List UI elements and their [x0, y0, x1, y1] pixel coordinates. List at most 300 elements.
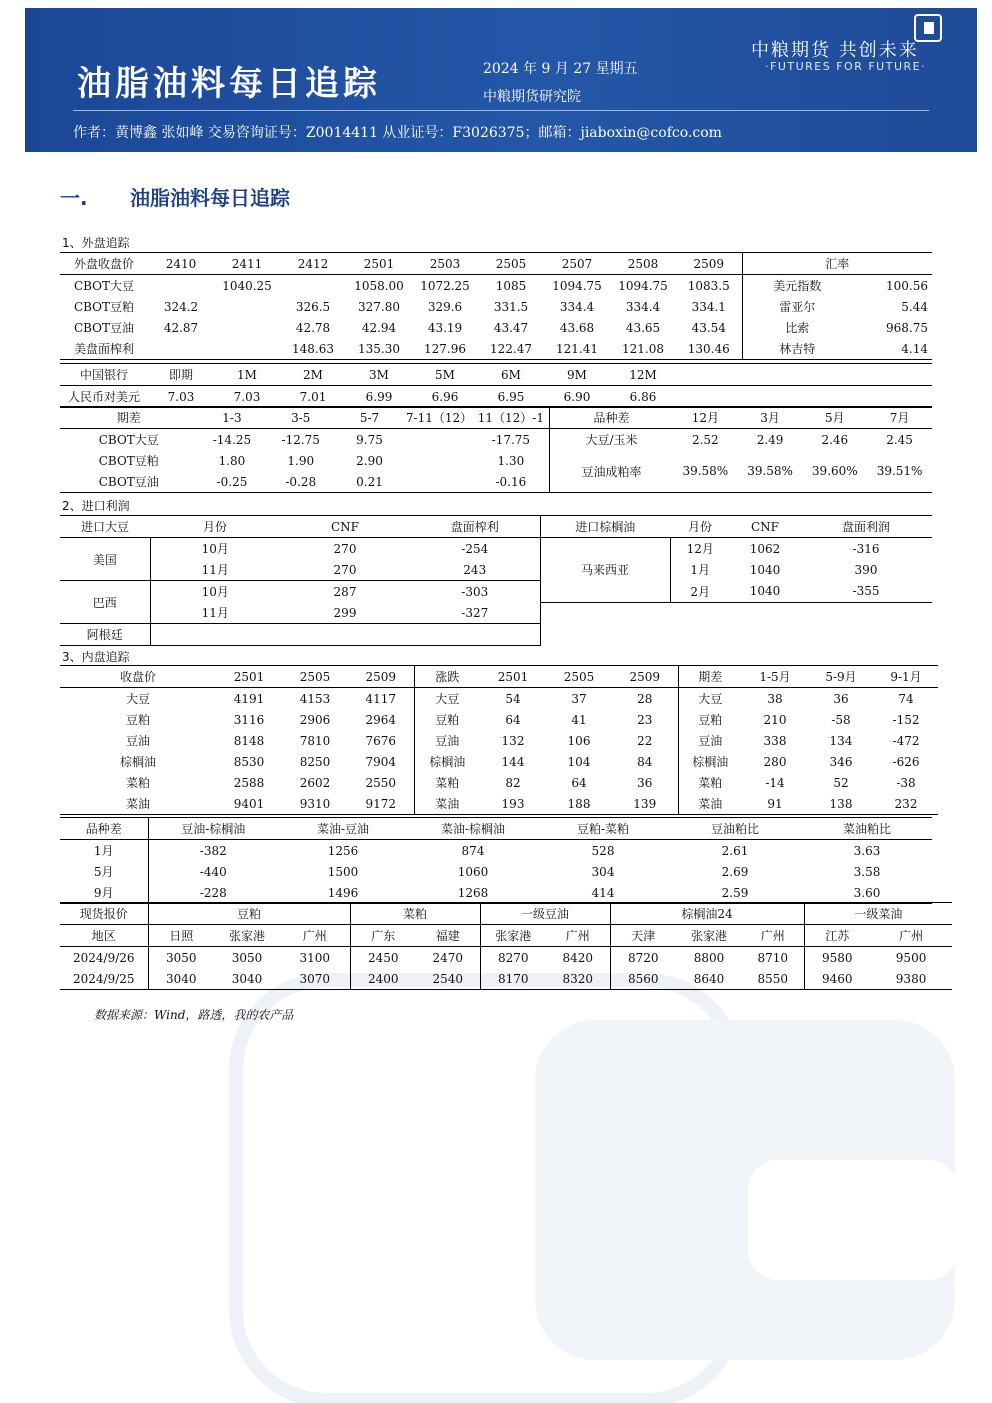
table-cell: 美盘面榨利: [60, 338, 148, 360]
table-row: [60, 275, 932, 297]
table-cell: -316: [852, 541, 880, 556]
origin-label: 阿根廷: [60, 624, 150, 646]
table-cell: 52: [833, 775, 849, 790]
column-header: 外盘收盘价: [60, 253, 148, 275]
table-cell: 43.54: [691, 320, 726, 335]
column-header: 9-1月: [874, 666, 938, 688]
table-cell: 8170: [480, 968, 546, 990]
column-header: CNF: [280, 516, 410, 538]
table-cell: 7.01: [280, 386, 346, 408]
table-cell: 122.47: [478, 338, 544, 360]
column-header: 月份: [670, 516, 730, 538]
table-cell: 6.96: [412, 386, 478, 408]
external-market-table: [60, 252, 932, 360]
table-cell: 528: [591, 843, 615, 858]
column-header: 2501: [346, 253, 412, 275]
origin-label: 巴西: [60, 581, 150, 624]
origin-label: 马来西亚: [540, 538, 670, 603]
column-header: 现货报价: [60, 903, 148, 925]
table-cell: 8800: [693, 950, 725, 965]
table-cell: 37: [571, 691, 587, 706]
column-header: 收盘价: [60, 666, 216, 688]
table-cell: 8640: [676, 968, 742, 990]
column-header: 2509: [612, 666, 678, 688]
table-cell: 243: [463, 562, 487, 577]
table-cell: -14.25: [212, 432, 252, 447]
table-cell: 331.5: [493, 299, 529, 314]
rmb-fx-table: [60, 363, 932, 408]
column-header: 菜油-豆油: [278, 818, 408, 840]
table-cell: 324.2: [163, 299, 199, 314]
table-cell: [280, 275, 346, 297]
table-cell: 104: [567, 754, 591, 769]
table-cell: 1500: [327, 864, 359, 879]
table-cell: -254: [461, 541, 489, 556]
column-header: 即期: [148, 364, 214, 386]
table-row: [60, 559, 932, 581]
table-cell: 1月: [690, 563, 711, 578]
table-cell: 大豆: [414, 688, 480, 710]
table-row: [60, 730, 938, 751]
table-cell: 2588: [233, 775, 265, 790]
table-cell: [404, 429, 473, 451]
table-cell: 8148: [233, 733, 265, 748]
table-cell: 2024/9/26: [72, 950, 135, 965]
table-cell: 3070: [280, 968, 350, 990]
table-cell: 4191: [233, 691, 265, 706]
spread-table: [60, 406, 932, 493]
column-header: 广州: [742, 925, 804, 947]
table-cell: 12月: [686, 542, 714, 556]
table-row: [60, 450, 932, 471]
table-cell: CBOT豆粕: [73, 300, 135, 314]
table-row: [60, 840, 932, 862]
table-cell: [540, 602, 932, 646]
data-source-note: 数据来源：Wind，路透，我的农产品: [94, 1008, 294, 1022]
section-title: 一. 油脂油料每日追踪: [60, 186, 290, 210]
table-cell: 7810: [299, 733, 331, 748]
table-cell: 2602: [299, 775, 331, 790]
table-cell: 比索: [742, 317, 852, 338]
column-header: 5-7: [335, 407, 404, 429]
table-cell: -12.75: [281, 432, 320, 447]
table-header-row: [60, 253, 932, 275]
table-cell: 5.44: [901, 299, 929, 314]
table-cell: 3040: [148, 968, 214, 990]
column-header: 豆粕: [148, 903, 350, 925]
column-header: 2410: [148, 253, 214, 275]
table-cell: CBOT豆油: [60, 471, 198, 493]
institute-name: 中粮期货研究院: [483, 89, 581, 105]
table-cell: 豆油: [125, 734, 150, 748]
brand-slogan: ·FUTURES FOR FUTURE·: [765, 60, 927, 73]
table-cell: 210: [763, 712, 787, 727]
table-cell: 9月: [60, 882, 148, 904]
table-row: [60, 338, 932, 360]
table-cell: 23: [637, 712, 653, 727]
table-row: [60, 947, 952, 969]
column-header: 2501: [480, 666, 546, 688]
report-header: [25, 8, 977, 152]
table-cell: 大豆: [678, 688, 742, 710]
table-cell: 1083.5: [687, 278, 730, 293]
column-header: 12月: [673, 407, 738, 429]
table-cell: 138: [808, 793, 874, 815]
table-cell: 64: [571, 775, 587, 790]
column-header: 2501: [216, 666, 282, 688]
table-cell: 1268: [408, 882, 538, 904]
table-cell: 9172: [348, 793, 414, 815]
table-cell: -14: [765, 775, 785, 790]
table-cell: -303: [410, 581, 540, 603]
column-header: 12M: [610, 364, 676, 386]
table-cell: CBOT大豆: [98, 433, 159, 447]
column-header: 2509: [348, 666, 414, 688]
column-header: 盘面利润: [800, 516, 932, 538]
table-cell: -0.25: [198, 471, 267, 493]
table-cell: 1058.00: [354, 278, 404, 293]
column-header: 日照: [148, 925, 214, 947]
import-profit-table: [60, 515, 932, 646]
report-title: 油脂油料每日追踪: [77, 64, 381, 104]
table-cell: 232: [874, 793, 938, 815]
table-cell: 64: [505, 712, 521, 727]
column-header: 豆粕-菜粕: [538, 818, 668, 840]
table-cell: 36: [637, 775, 653, 790]
table-cell: 38: [767, 691, 783, 706]
table-header-row: [60, 666, 938, 688]
column-header: 6M: [478, 364, 544, 386]
sub-heading-import: 2、进口利润: [62, 499, 130, 513]
column-header: 广东: [350, 925, 416, 947]
table-row: [60, 793, 938, 815]
table-cell: 棕榈油: [414, 751, 480, 772]
table-row: [60, 968, 952, 990]
table-cell: 41: [571, 712, 587, 727]
table-cell: 豆油: [678, 730, 742, 751]
column-header: 期差: [60, 407, 198, 429]
table-cell: 7.03: [148, 386, 214, 408]
table-cell: 2.49: [756, 432, 784, 447]
table-cell: 8530: [233, 754, 265, 769]
table-cell: 菜粕: [414, 772, 480, 793]
table-cell: -440: [148, 861, 278, 882]
column-header: 盘面榨利: [410, 516, 540, 538]
table-header-row: [60, 407, 932, 429]
table-cell: 11月: [201, 606, 229, 620]
column-header: 菜粕: [350, 903, 480, 925]
column-header: 2508: [610, 253, 676, 275]
column-header: 3-5: [266, 407, 335, 429]
table-cell: 1040.25: [222, 278, 272, 293]
table-cell: 304: [591, 864, 615, 879]
column-header: 菜油粕比: [802, 818, 932, 840]
column-header: 张家港: [676, 925, 742, 947]
table-cell: 1.90: [287, 453, 315, 468]
table-cell: 4153: [299, 691, 331, 706]
table-cell: 豆粕: [125, 713, 150, 727]
sub-heading-external: 1、外盘追踪: [62, 236, 130, 250]
table-cell: -38: [896, 775, 916, 790]
column-header: 一级豆油: [480, 903, 610, 925]
table-cell: 7.03: [214, 386, 280, 408]
table-cell: 1060: [457, 864, 489, 879]
table-cell: -17.75: [491, 432, 531, 447]
table-cell: 2964: [365, 712, 397, 727]
table-cell: 人民币对美元: [60, 386, 148, 408]
table-cell: 39.58%: [738, 450, 803, 493]
table-cell: 287: [280, 581, 410, 603]
table-cell: 39.58%: [673, 450, 738, 493]
table-cell: 134: [829, 733, 853, 748]
table-cell: 9.75: [356, 432, 383, 447]
table-row: [60, 709, 938, 730]
table-header-row: [60, 364, 932, 386]
table-cell: -382: [148, 840, 278, 862]
table-cell: 棕榈油: [678, 751, 742, 772]
table-cell: 84: [637, 754, 653, 769]
column-header: 11（12）-1: [473, 407, 550, 429]
table-row: [60, 429, 932, 451]
table-cell: -472: [892, 733, 920, 748]
table-cell: 414: [538, 882, 668, 904]
table-cell: 8250: [299, 754, 331, 769]
column-header: 福建: [416, 925, 480, 947]
table-cell: 棕榈油: [119, 755, 156, 769]
table-cell: -327: [461, 605, 489, 620]
table-cell: 雷亚尔: [742, 296, 852, 317]
table-cell: 3100: [299, 950, 331, 965]
column-header: 1-5月: [742, 666, 808, 688]
table-cell: 6.90: [544, 386, 610, 408]
column-header: 张家港: [214, 925, 280, 947]
column-header: 豆油粕比: [668, 818, 802, 840]
table-row: [60, 602, 932, 624]
table-row: [60, 772, 938, 793]
brand-logo-text: 中粮期货 共创未来: [751, 40, 919, 61]
table-cell: 2.59: [668, 882, 802, 904]
table-cell: 43.19: [427, 320, 463, 335]
table-cell: CBOT豆粕: [98, 454, 159, 468]
table-cell: 6.86: [610, 386, 676, 408]
table-cell: 270: [333, 562, 357, 577]
table-cell: 2.52: [691, 432, 719, 447]
table-cell: 6.99: [346, 386, 412, 408]
table-cell: -0.28: [266, 471, 335, 493]
table-cell: 28: [637, 691, 653, 706]
column-header: 涨跌: [414, 666, 480, 688]
table-cell: 82: [505, 775, 521, 790]
header-divider: [73, 110, 929, 111]
column-header: CNF: [730, 516, 800, 538]
table-cell: -0.16: [473, 471, 550, 493]
column-header: 豆油-棕榈油: [148, 818, 278, 840]
table-cell: [150, 624, 540, 646]
column-header: 7月: [867, 407, 932, 429]
table-cell: 4117: [365, 691, 397, 706]
spot-quote-table: [60, 902, 952, 990]
table-cell: 2906: [299, 712, 331, 727]
table-cell: 3050: [231, 950, 263, 965]
table-cell: 3.63: [853, 843, 881, 858]
table-cell: 1496: [278, 882, 408, 904]
table-cell: 豆油成粕率: [550, 450, 673, 493]
column-header: 2507: [544, 253, 610, 275]
table-row: [60, 386, 932, 408]
table-row: [60, 688, 938, 710]
table-cell: -58: [831, 712, 851, 727]
table-cell: 9401: [216, 793, 282, 815]
column-header: 进口大豆: [60, 516, 150, 538]
table-cell: 2470: [432, 950, 464, 965]
table-cell: 6.95: [478, 386, 544, 408]
table-cell: 43.68: [559, 320, 595, 335]
table-subheader-row: [60, 925, 952, 947]
table-cell: 2.69: [721, 864, 749, 879]
table-cell: 大豆/玉米: [550, 429, 673, 451]
table-row: [60, 317, 932, 338]
table-cell: 8720: [610, 947, 676, 969]
table-cell: [214, 338, 280, 360]
table-cell: 0.21: [335, 471, 404, 493]
column-header: 进口棕榈油: [540, 516, 670, 538]
table-cell: 1月: [93, 844, 114, 858]
table-header-row: [60, 516, 932, 538]
table-cell: 11月: [201, 563, 229, 577]
column-header: 2411: [214, 253, 280, 275]
column-header: 3M: [346, 364, 412, 386]
table-cell: 8560: [610, 968, 676, 990]
table-cell: 39.51%: [867, 450, 932, 493]
table-cell: 148.63: [280, 338, 346, 360]
column-header: 5月: [802, 407, 867, 429]
table-cell: -228: [148, 882, 278, 904]
table-cell: 2024/9/25: [60, 968, 148, 990]
table-cell: 54: [505, 691, 521, 706]
table-cell: -152: [892, 712, 920, 727]
column-header: 2505: [478, 253, 544, 275]
table-cell: 42.94: [361, 320, 397, 335]
column-header: 广州: [546, 925, 610, 947]
table-cell: 8710: [757, 950, 789, 965]
table-cell: 3.60: [802, 882, 932, 904]
sub-heading-domestic: 3、内盘追踪: [62, 650, 130, 664]
table-cell: 9310: [282, 793, 348, 815]
table-cell: 豆粕: [678, 709, 742, 730]
column-header: 7-11（12）: [404, 407, 473, 429]
table-cell: -355: [800, 581, 932, 603]
table-cell: 42.78: [295, 320, 331, 335]
table-cell: 968.75: [886, 320, 929, 335]
table-cell: 菜油: [414, 793, 480, 815]
table-cell: 121.41: [544, 338, 610, 360]
table-cell: 2450: [350, 947, 416, 969]
table-cell: 326.5: [295, 299, 331, 314]
author-info: 作者：黄博鑫 张如峰 交易咨询证号：Z0014411 从业证号：F3026375；邮箱：jiaboxin@cofco.com: [73, 125, 722, 141]
table-cell: 874: [461, 843, 485, 858]
table-cell: 2540: [416, 968, 480, 990]
table-cell: CBOT大豆: [73, 279, 135, 293]
column-header: 江苏: [804, 925, 870, 947]
company-logo-icon: [914, 14, 942, 42]
table-cell: CBOT豆油: [73, 321, 135, 335]
table-cell: 菜油: [678, 793, 742, 815]
table-cell: 2400: [350, 968, 416, 990]
table-cell: 菜粕: [678, 772, 742, 793]
column-header: 广州: [280, 925, 350, 947]
domestic-market-table: [60, 665, 938, 815]
table-cell: 91: [742, 793, 808, 815]
table-cell: 豆粕: [414, 709, 480, 730]
column-header: 2412: [280, 253, 346, 275]
table-cell: 43.47: [493, 320, 529, 335]
table-cell: 36: [833, 691, 849, 706]
column-header: 2505: [546, 666, 612, 688]
column-header: 5M: [412, 364, 478, 386]
column-header: 3月: [738, 407, 803, 429]
table-cell: [404, 450, 473, 471]
table-cell: 8270: [480, 947, 546, 969]
table-cell: 9380: [870, 968, 952, 990]
table-cell: 1094.75: [618, 278, 668, 293]
column-header: 2505: [282, 666, 348, 688]
table-cell: 270: [333, 541, 357, 556]
table-row: [60, 296, 932, 317]
table-cell: 9500: [895, 950, 927, 965]
table-cell: 10月: [150, 581, 280, 603]
column-header: 汇率: [742, 253, 932, 275]
table-header-row: [60, 818, 932, 840]
table-cell: 193: [480, 793, 546, 815]
column-header: 2503: [412, 253, 478, 275]
table-cell: 106: [567, 733, 591, 748]
variety-spread-table: [60, 817, 932, 904]
table-cell: 8420: [562, 950, 594, 965]
table-cell: 5月: [93, 865, 114, 879]
table-cell: 2.46: [821, 432, 849, 447]
table-cell: 100.56: [886, 278, 929, 293]
table-cell: 334.4: [625, 299, 661, 314]
table-cell: 39.60%: [802, 450, 867, 493]
table-row: [60, 861, 932, 882]
table-cell: 美元指数: [742, 275, 852, 297]
column-header: 品种差: [550, 407, 673, 429]
table-cell: 9460: [804, 968, 870, 990]
table-row: [60, 581, 932, 603]
column-header: 2M: [280, 364, 346, 386]
table-cell: 188: [546, 793, 612, 815]
column-header: 9M: [544, 364, 610, 386]
column-header: 月份: [150, 516, 280, 538]
column-header: 中国银行: [60, 364, 148, 386]
table-cell: 大豆: [125, 692, 150, 706]
table-cell: 121.08: [610, 338, 676, 360]
table-cell: 2.90: [356, 453, 383, 468]
table-cell: [148, 338, 214, 360]
table-cell: 2.61: [721, 843, 749, 858]
table-cell: 299: [333, 605, 357, 620]
table-cell: 1072.25: [420, 278, 470, 293]
table-cell: [148, 275, 214, 297]
table-cell: 139: [612, 793, 678, 815]
table-cell: 338: [763, 733, 787, 748]
table-cell: 2月: [670, 581, 730, 603]
table-cell: 130.46: [676, 338, 742, 360]
column-header: 期差: [678, 666, 742, 688]
table-cell: 3050: [148, 947, 214, 969]
column-header: 2509: [676, 253, 742, 275]
table-cell: 菜粕: [125, 776, 150, 790]
